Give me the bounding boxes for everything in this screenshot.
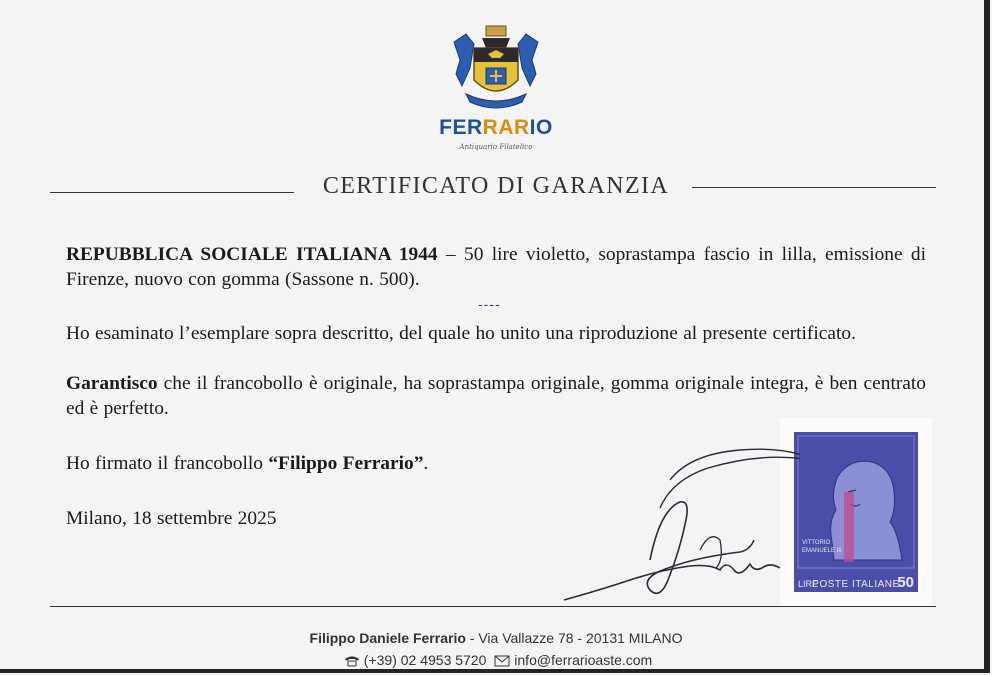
king-portrait	[794, 432, 918, 572]
signer-name: “Filippo Ferrario”	[268, 453, 424, 474]
ferrario-logo	[430, 24, 570, 154]
footer-name: Filippo Daniele Ferrario	[309, 630, 466, 646]
stamp-country-text: POSTE ITALIANE	[812, 579, 900, 590]
handwritten-signature	[540, 440, 800, 610]
title-rule-left	[50, 192, 294, 193]
guarantee-details: che il francobollo è originale, ha soprastampa originale, gomma originale integra, è ben centrato ed è perfetto.	[66, 373, 926, 419]
stamp-design	[794, 432, 918, 592]
stamp-image	[780, 418, 932, 606]
crest-emblem	[448, 24, 544, 114]
footer-contacts	[0, 652, 992, 668]
title-rule-right	[692, 187, 936, 188]
brand-wordmark	[434, 116, 558, 140]
guarantee-text	[66, 371, 926, 421]
signed-lead: Ho firmato il francobollo	[66, 453, 269, 474]
place-date: Milano, 18 settembre 2025	[66, 508, 277, 529]
stamp-denomination: 50	[897, 574, 914, 591]
footer-email[interactable]: info@ferrarioaste.com	[514, 652, 653, 668]
envelope-icon	[494, 655, 510, 667]
examination-text: Ho esaminato l’esemplare sopra descritto, del quale ho unito una riproduzione al presente certificato.	[66, 323, 856, 344]
footer-phone[interactable]: (+39) 02 4953 5720	[363, 652, 487, 668]
issue-heading: REPUBBLICA SOCIALE ITALIANA 1944	[66, 244, 438, 265]
svg-text:EMANUELE III: EMANUELE III	[802, 548, 842, 554]
certificate-title: CERTIFICATO DI GARANZIA	[322, 173, 670, 199]
footer-address	[0, 630, 992, 646]
issue-details: – 50 lire violetto, soprastampa fascio in lilla, emissione di Firenze, nuovo con gomma (Sassone n. 500).	[66, 244, 927, 290]
footer-rule	[50, 606, 936, 607]
separator: ----	[478, 296, 501, 312]
footer-street: - Via Vallazze 78 - 20131 MILANO	[465, 630, 683, 646]
brand-part-3: IO	[529, 116, 553, 139]
brand-part-2: RAR	[482, 116, 530, 139]
fascio-overprint	[844, 492, 854, 562]
guarantee-lead: Garantisco	[66, 373, 158, 394]
svg-text:VITTORIO: VITTORIO	[802, 540, 831, 546]
brand-tagline: Antiquario Filatelico	[459, 143, 533, 151]
phone-icon	[344, 655, 360, 667]
stamp-lire: LIRE	[798, 579, 819, 589]
stamp-description	[66, 242, 926, 292]
signed-end: .	[423, 453, 429, 474]
brand-part-1: FER	[439, 116, 483, 139]
